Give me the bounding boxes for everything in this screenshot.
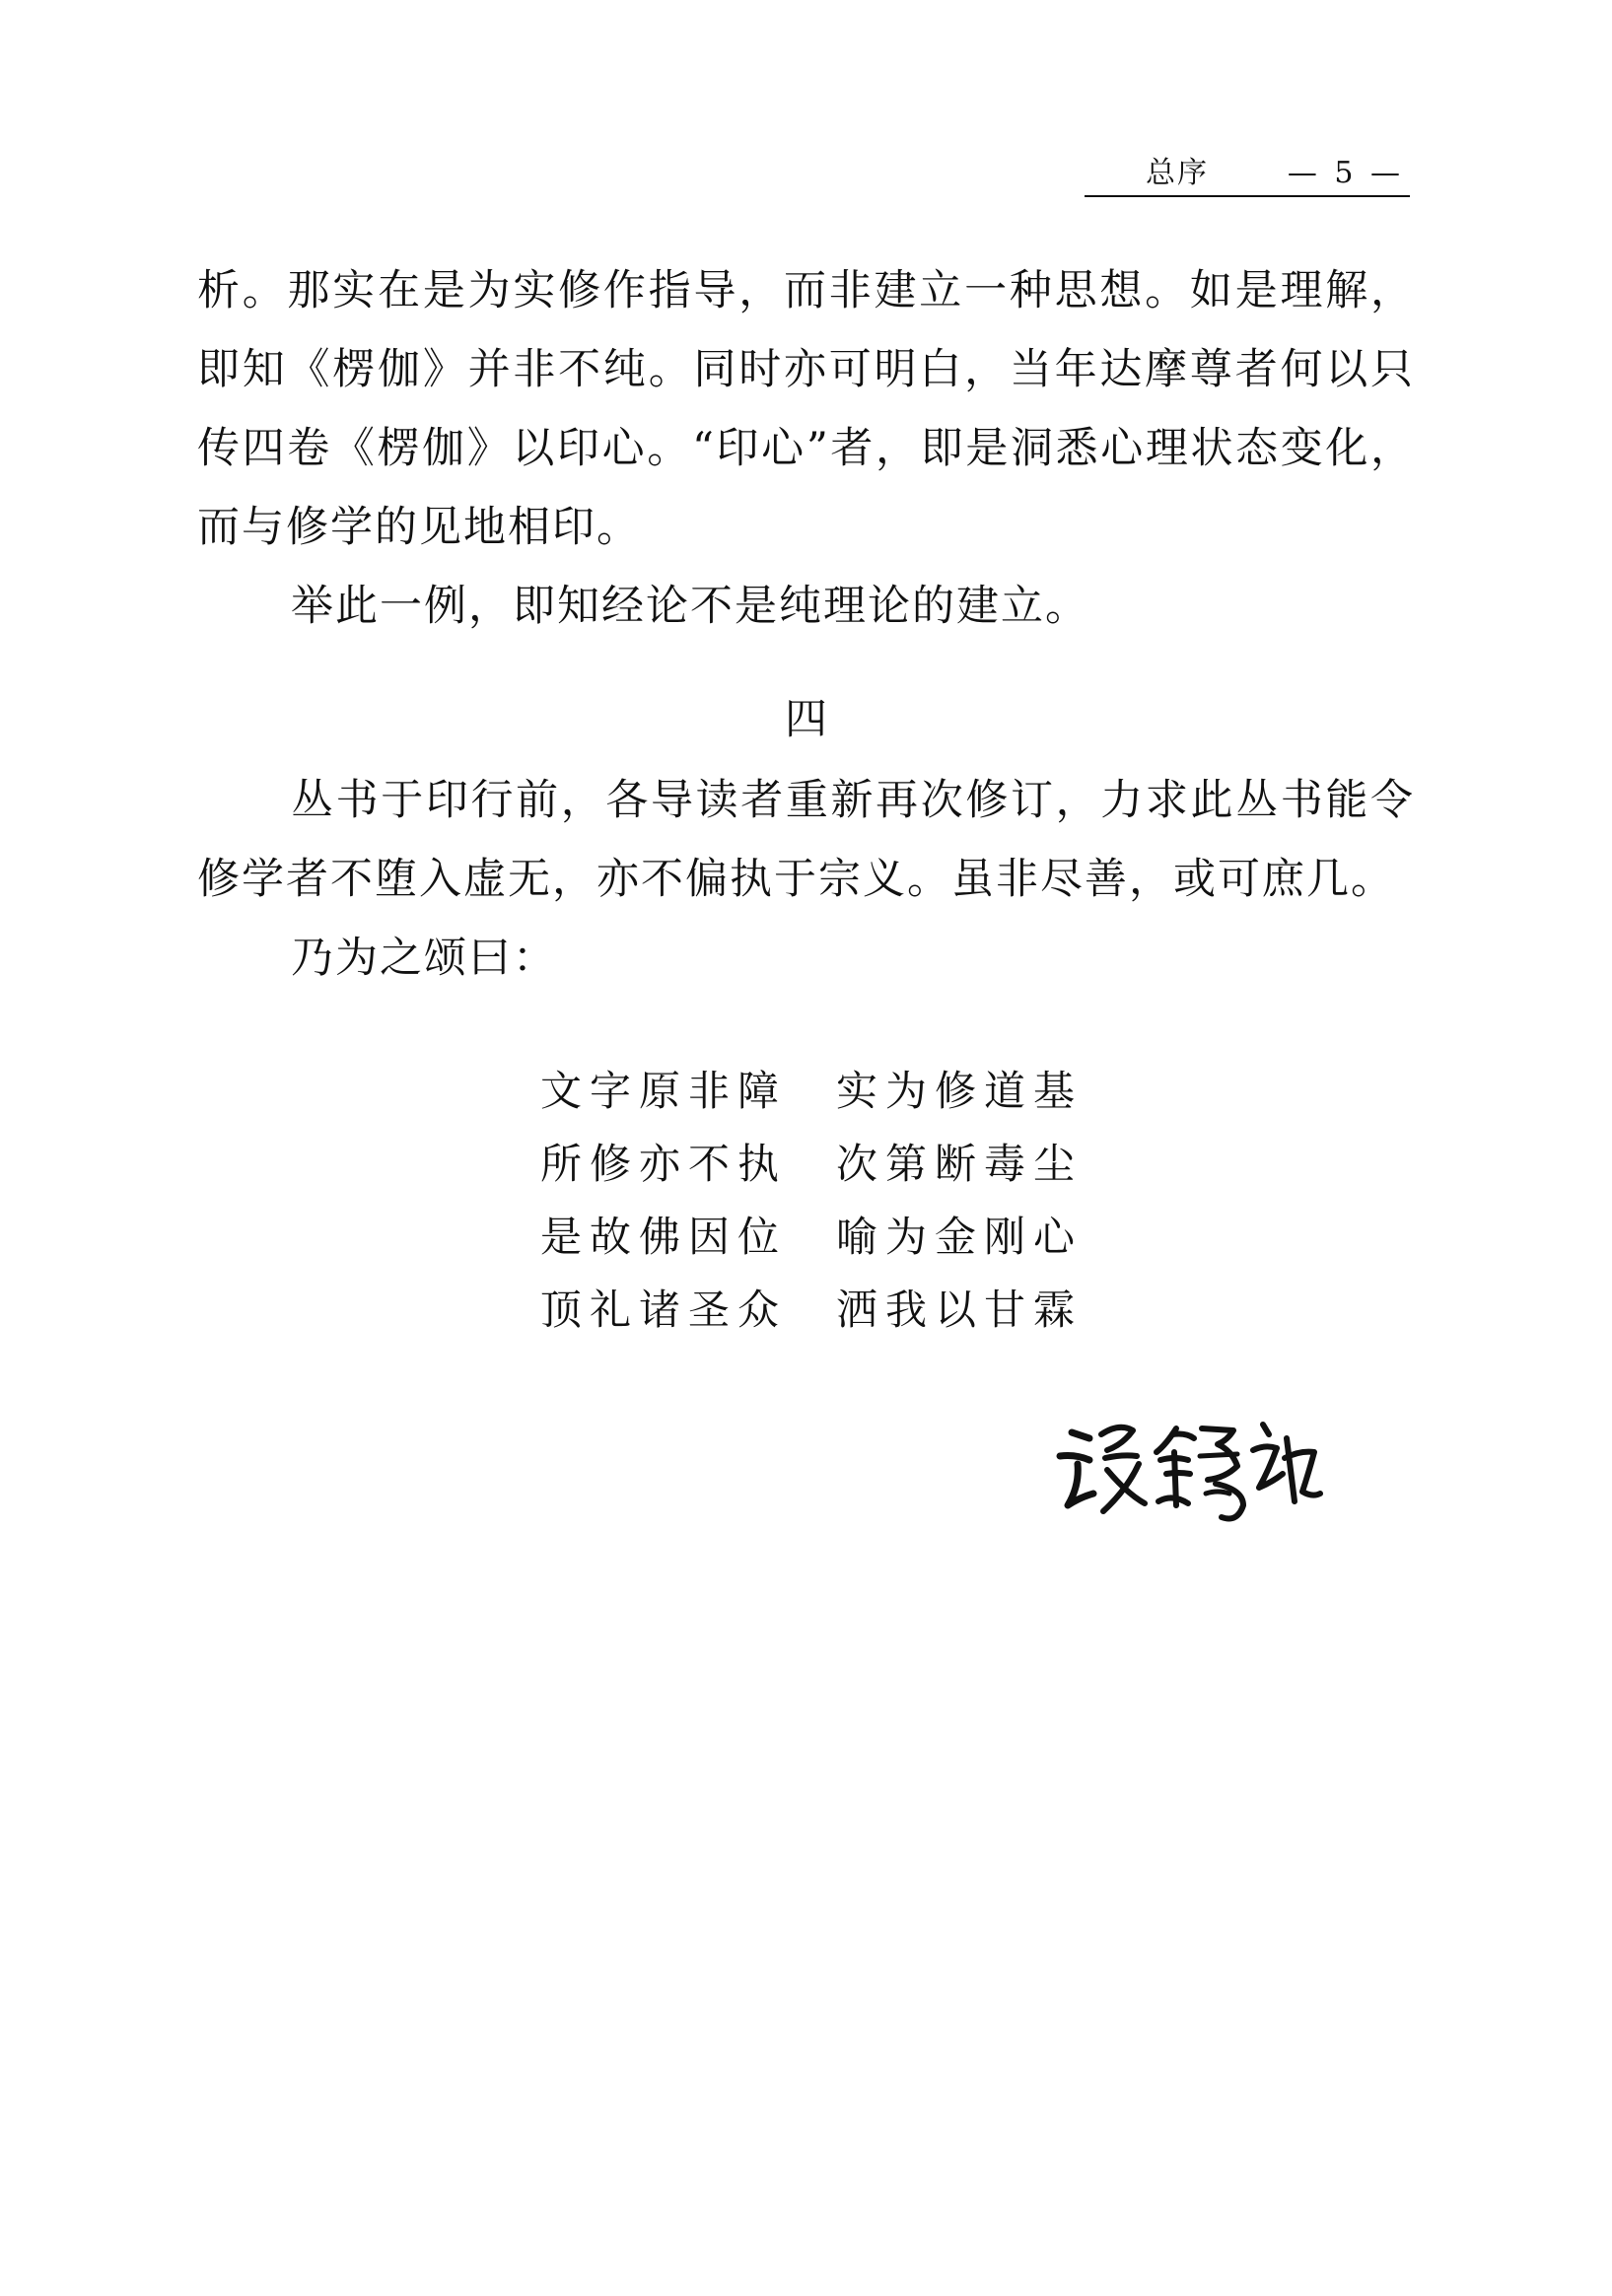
section-four-body xyxy=(197,761,1415,998)
verse-line xyxy=(540,1274,1083,1347)
verse-line-second-half: 次第断毒尘 xyxy=(836,1140,1084,1188)
paragraph-revision: 丛书于印行前，各导读者重新再次修订，力求此丛书能令修学者不堕入虚无，亦不偏执于宗义。虽非尽善，或可庶几。 xyxy=(197,776,1415,904)
paragraph-continued: 析。那实在是为实修作指导，而非建立一种思想。如是理解，即知《楞伽》并非不纯。同时亦可明白，当年达摩尊者何以只传四卷《楞伽》以印心。“印心”者，即是洞悉心理状态变化，而与修学的见地相印。 xyxy=(197,266,1415,552)
verse-line-first-half: 文字原非障 xyxy=(540,1067,788,1115)
verse-line-first-half: 顶礼诸圣众 xyxy=(540,1286,788,1334)
verse-line-first-half: 是故佛因位 xyxy=(540,1213,788,1261)
page-number: — 5 — xyxy=(1287,156,1404,190)
verse-line-second-half: 实为修道基 xyxy=(836,1067,1084,1115)
verse-line xyxy=(540,1128,1083,1201)
running-header xyxy=(1085,148,1410,197)
header-title: 总序 xyxy=(1146,156,1209,190)
verse-line-second-half: 喻为金刚心 xyxy=(836,1213,1084,1261)
verse-line xyxy=(540,1055,1083,1128)
verse-line xyxy=(540,1201,1083,1274)
paragraph-example: 举此一例，即知经论不是纯理论的建立。 xyxy=(291,582,1089,631)
verse-block xyxy=(540,1055,1083,1347)
section-heading-four: 四 xyxy=(785,695,827,744)
paragraph-verse-intro: 乃为之颂曰： xyxy=(291,934,557,983)
verse-line-first-half: 所修亦不执 xyxy=(540,1140,788,1188)
handwritten-signature xyxy=(1050,1395,1326,1533)
continued-section xyxy=(197,251,1415,646)
verse-line-second-half: 洒我以甘霖 xyxy=(836,1286,1084,1334)
